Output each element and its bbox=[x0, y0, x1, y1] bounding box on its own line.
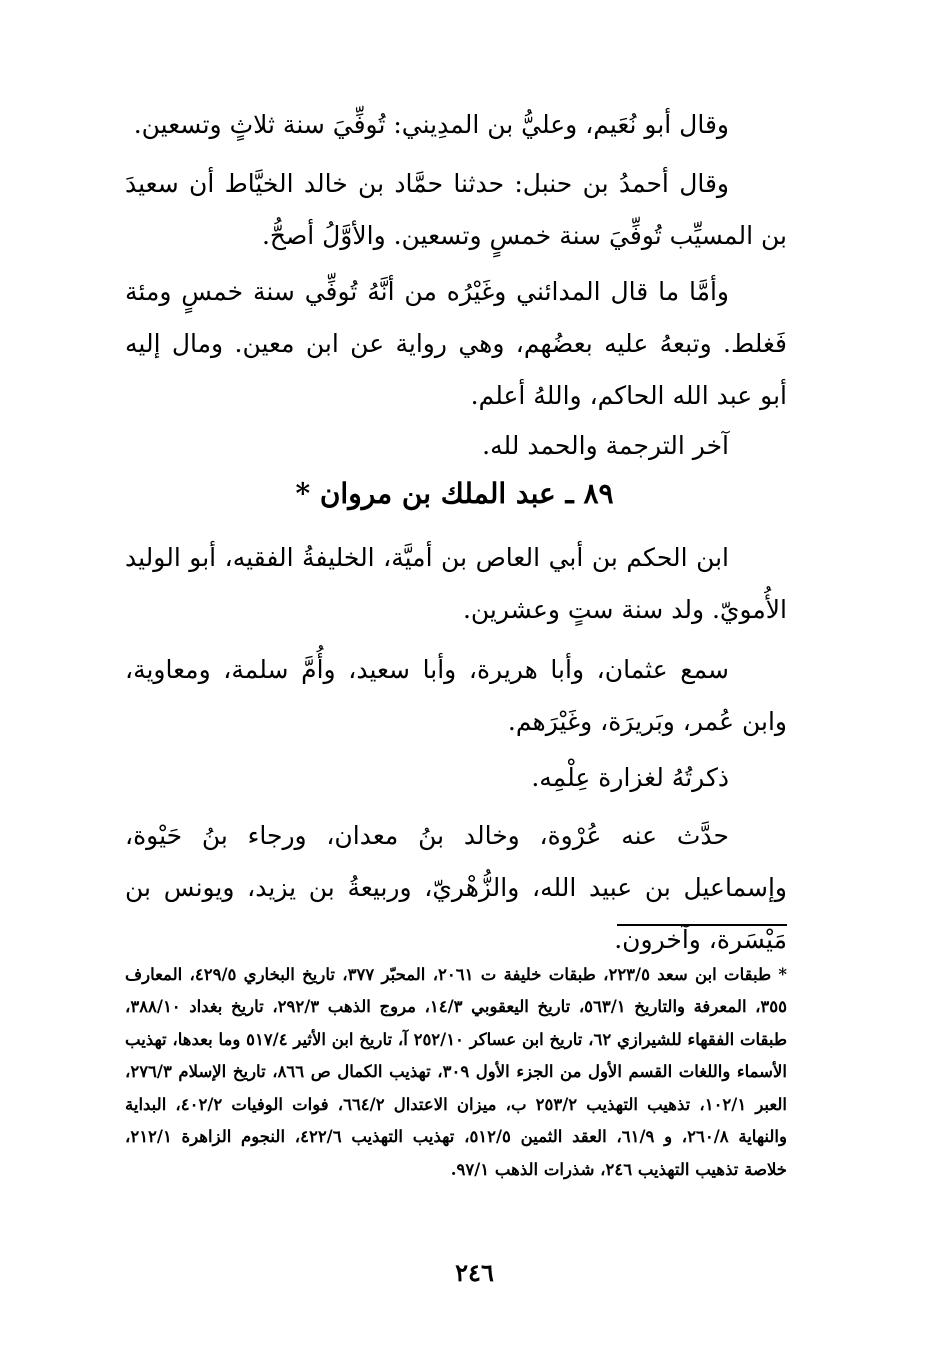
paragraph-death-year-abu-nuaim: وقال أبو نُعَيم، وعليُّ بن المدِيني: تُوفِّيَ سنة ثلاثٍ وتسعين. bbox=[133, 110, 729, 139]
paragraph-end-of-biography: آخر الترجمة والحمد لله. bbox=[482, 431, 729, 460]
footnote-separator bbox=[617, 924, 787, 926]
page-number: ٢٤٦ bbox=[455, 1258, 494, 1287]
paragraph-ahmad-ibn-hanbal: وقال أحمدُ بن حنبل: حدثنا حمَّاد بن خالد الخيَّاط أن سعيدَ بن المسيِّب تُوفِّيَ سنة خمسٍ وتسعين. والأوَّلُ أصحُّ. bbox=[125, 169, 787, 250]
paragraph-mention-reason: ذكرتُهُ لغزارة عِلْمِه. bbox=[531, 763, 729, 792]
paragraph-lineage: ابن الحكم بن أبي العاص بن أميَّة، الخليفةُ الفقيه، أبو الوليد الأُمويّ. ولد سنة ستٍ وعشرين. bbox=[125, 543, 787, 624]
paragraph-madaini-error: وأمَّا ما قال المدائني وغَيْرُه من أنَّهُ تُوفِّي سنة خمسٍ ومئة فَغلط. وتبعهُ عليه بعضُهم، وهي رواية عن ابن معين. ومال إليه أبو عبد الله الحاكم، واللهُ أعلم. bbox=[125, 277, 787, 410]
entry-heading: ٨٩ ـ عبد الملك بن مروان * bbox=[295, 477, 614, 510]
paragraph-teachers: سمع عثمان، وأبا هريرة، وأبا سعيد، وأُمَّ سلمة، ومعاوية، وابن عُمر، وبَريرَة، وغَيْرَهم. bbox=[125, 655, 787, 736]
paragraph-students: حدَّث عنه عُرْوة، وخالد بنُ معدان، ورجاء بنُ حَيْوة، وإسماعيل بن عبيد الله، والزُّهْريّ، وربيعةُ بن يزيد، ويونس بن مَيْسَرة، وآخرون. bbox=[125, 821, 787, 954]
footnote-sources: * طبقات ابن سعد ٢٢٣/٥، طبقات خليفة ت ٢٠٦١، المحبّر ٣٧٧، تاريخ البخاري ٤٢٩/٥، المعارف ٣٥٥، المعرفة والتاريخ ٥٦٣/١، تاريخ اليعقوبي ١٤/٣، مروج الذهب ٢٩٢/٣، تاريخ بغداد ٣٨٨/١٠، طبقات الفقهاء للشيرازي ٦٢، تاريخ ابن عساكر ٢٥٢/١٠ آ، تاريخ ابن الأثير ٥١٧/٤ وما بعدها، تهذيب الأسماء واللغات القسم الأول من الجزء الأول ٣٠٩، تهذيب الكمال ص ٨٦٦، تاريخ الإسلام ٢٧٦/٣، العبر ١٠٢/١، تذهيب التهذيب ٢٥٣/٢ ب، ميزان الاعتدال ٦٦٤/٢، فوات الوفيات ٤٠٢/٢، البداية والنهاية ٢٦٠/٨، و ٦١/٩، العقد الثمين ٥١٢/٥، تهذيب التهذيب ٤٢٢/٦، النجوم الزاهرة ٢١٢/١، خلاصة تذهيب التهذيب ٢٤٦، شذرات الذهب ٩٧/١. bbox=[125, 964, 788, 1180]
